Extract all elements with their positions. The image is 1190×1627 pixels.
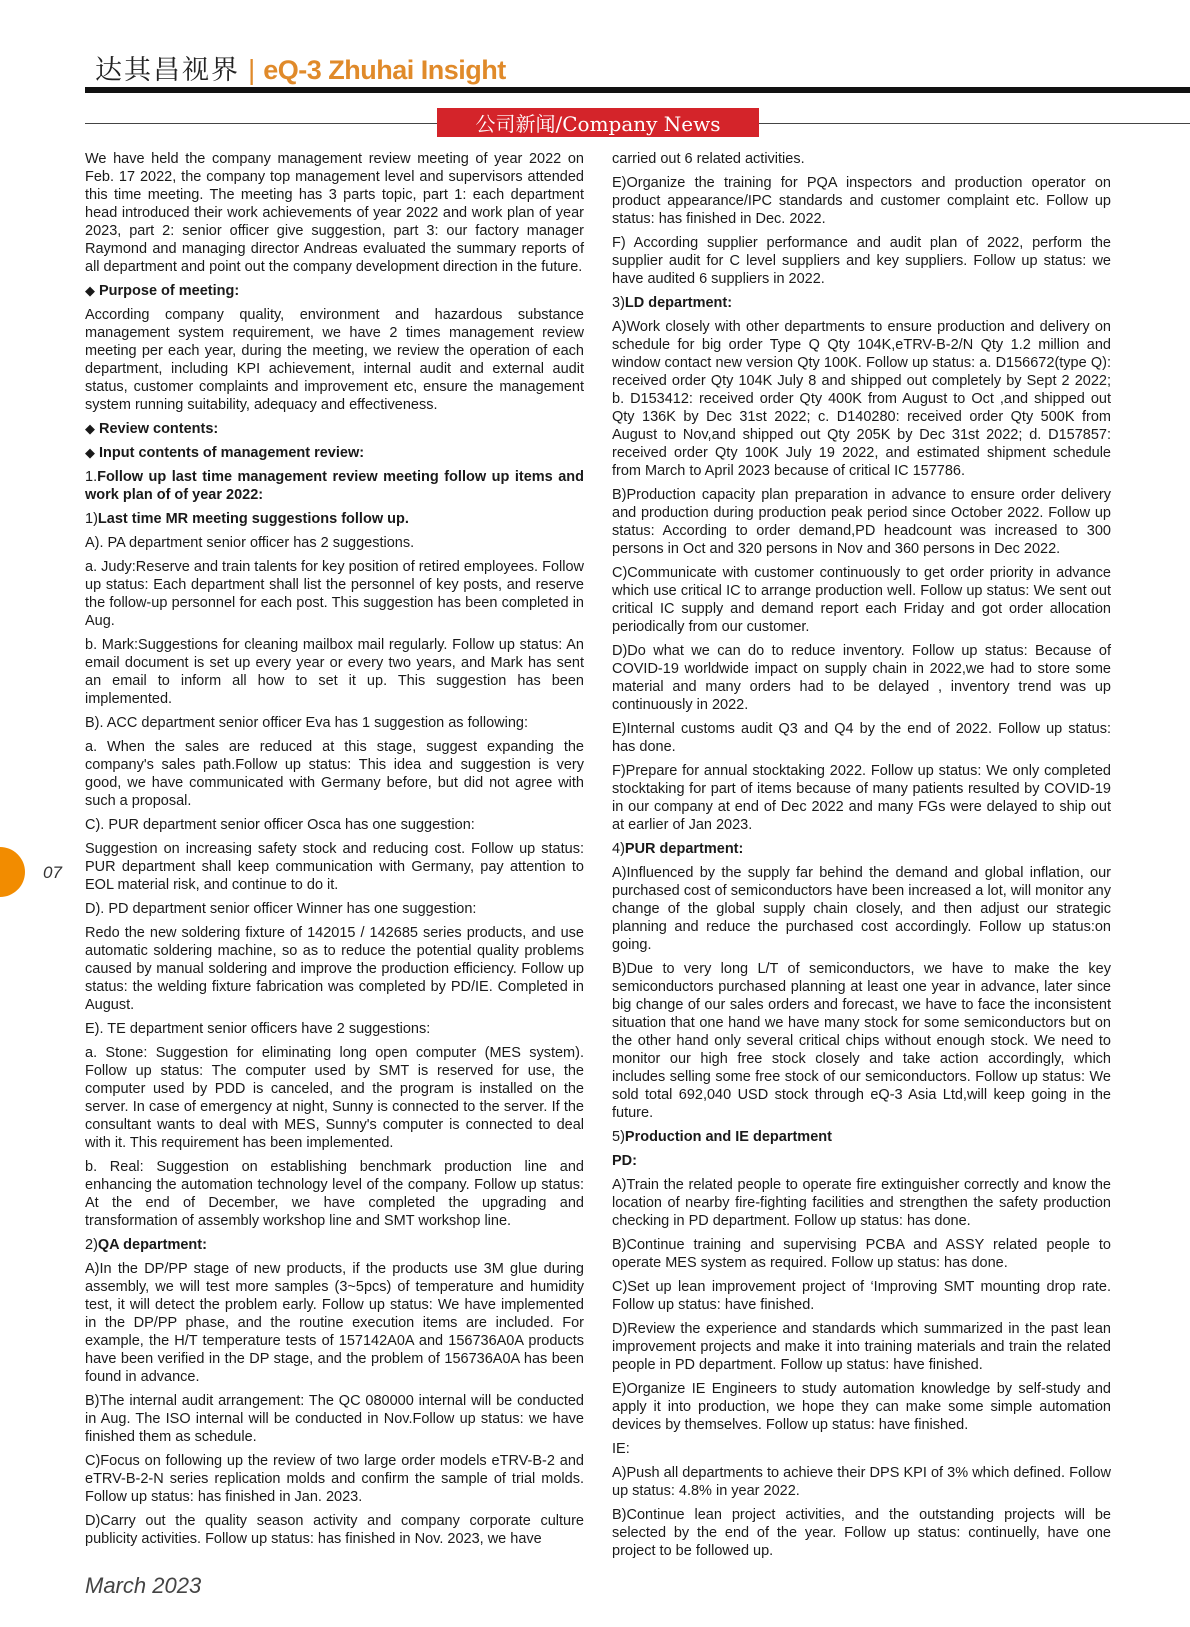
heading-production-ie: 5)Production and IE department: [612, 1129, 832, 1145]
pur-item-a: A)Influenced by the supply far behind the demand and global inflation, our purchased cost of semiconductors have been increased a lot, will monitor any change of the global supply chain closely, and then adjust our strategic planning and reduce the purchased cost accordingly. Follow up status:on going.: [612, 865, 1111, 953]
pd-item-d: D)Review the experience and standards which summarized in the past lean improvement projects and make it into training materials and train the related people in PD department. Follow up status: have finished.: [612, 1321, 1111, 1373]
left-column: [85, 150, 584, 1554]
qa-item-f: F) According supplier performance and audit plan of 2022, perform the supplier audit for C level suppliers and key suppliers. Follow up status: we have audited 6 suppliers in 2022.: [612, 235, 1111, 287]
heading-mr-suggestions: 1)Last time MR meeting suggestions follow up.: [85, 511, 409, 527]
pd-item-b: B)Continue training and supervising PCBA and ASSY related people to operate MES system as required. Follow up status: has done.: [612, 1237, 1111, 1271]
heading-purpose: ◆ Purpose of meeting:: [85, 283, 240, 299]
ie-item-a: A)Push all departments to achieve their DPS KPI of 3% which defined. Follow up status: 4.8% in year 2022.: [612, 1465, 1111, 1499]
pa-suggestions: A). PA department senior officer has 2 suggestions.: [85, 535, 415, 551]
pur-suggestion-text: Suggestion on increasing safety stock and reducing cost. Follow up status: PUR department shall keep communication with Germany, pay attention to EOL material risk, and continue to do it.: [85, 841, 584, 893]
right-column: [612, 150, 1111, 1566]
te-suggestions: E). TE department senior officers have 2 suggestions:: [85, 1021, 431, 1037]
heading-ie: IE:: [612, 1441, 630, 1457]
ie-item-b: B)Continue lean project activities, and the outstanding projects will be selected by the end of the year. Follow up status: continuelly, have one project to be followed up.: [612, 1507, 1111, 1559]
pa-suggestion-a: a. Judy:Reserve and train talents for key position of retired employees. Follow up status: Each department shall list the personnel of key posts, and reserve the follow-up personnel for each post. This suggestion has been completed in Aug.: [85, 559, 584, 629]
qa-item-c: C)Focus on following up the review of two large order models eTRV-B-2 and eTRV-B-2-N series replication molds and confirm the sample of trial molds. Follow up status: has finished in Jan. 2023.: [85, 1453, 584, 1505]
ld-item-f: F)Prepare for annual stocktaking 2022. Follow up status: We only completed stocktaking for part of items because of many patients resulted by COVID-19 in our company at end of Dec 2022 and many FGs were delayed to ship out at earlier of Jan 2023.: [612, 763, 1111, 833]
te-suggestion-b: b. Real: Suggestion on establishing benchmark production line and enhancing the automation technology level of the company. Follow up status: At the end of December, we have completed the upgrading and transformation of assembly workshop line and SMT workshop line.: [85, 1159, 584, 1229]
acc-suggestions: B). ACC department senior officer Eva has 1 suggestion as following:: [85, 715, 529, 731]
masthead: [95, 48, 506, 88]
diamond-bullet-icon: ◆: [85, 421, 95, 436]
issue-date: March 2023: [85, 1573, 202, 1598]
section-banner: 公司新闻/Company News: [437, 108, 759, 137]
qa-item-b: B)The internal audit arrangement: The QC 080000 internal will be conducted in Aug. The ISO internal will be conducted in Nov.Follow up status: we have finished them as schedule.: [85, 1393, 584, 1445]
ld-item-e: E)Internal customs audit Q3 and Q4 by the end of 2022. Follow up status: has done.: [612, 721, 1111, 755]
te-suggestion-a: a. Stone: Suggestion for eliminating long open computer (MES system). Follow up status: The computer used by SMT is reserved for use, the computer used by PDD is canceled, and the program is installed on the server. In case of emergency at night, Sunny is connected to the server. If the consultant wants to deal with MES, Sunny's computer is connected to deal with it. This requirement has been implemented.: [85, 1045, 584, 1151]
qa-item-d-cont: carried out 6 related activities.: [612, 151, 805, 167]
ld-item-a: A)Work closely with other departments to ensure production and delivery on schedule for big order Type Q Qty 104K,eTRV-B-2/N Qty 1.2 million and window contact new version Qty 100K. Follow up status: a. D156672(type Q): received order Qty 104K July 8 and shipped out completely by Sept 2 2022; b. D153412: received order Qty 400K from August to Oct ,and shipped out Qty 136K by Dec 31st 2022; c. D140280: received order Qty 500K from August to Nov,and shipped out Qty 205K by Dec 31st 2022; d. D157857: received order Qty 100K July 19 2022, and estimated shipment schedule from March to April 2023 because of critical IC 157786.: [612, 319, 1111, 479]
header-rule: [85, 87, 1190, 93]
masthead-chinese-title: 达其昌视界: [95, 55, 240, 86]
page-number: 07: [43, 863, 62, 882]
pd-suggestion-text: Redo the new soldering fixture of 142015 / 142685 series products, and use automatic soldering machine, so as to reduce the potential quality problems caused by manual soldering and improve the production efficiency. Follow up status: the welding fixture fabrication was completed by PD/IE. Completed in August.: [85, 925, 584, 1013]
qa-item-e: E)Organize the training for PQA inspectors and production operator on product appearance/IPC standards and customer complaint etc. Follow up status: has finished in Dec. 2022.: [612, 175, 1111, 227]
pd-suggestions: D). PD department senior officer Winner has one suggestion:: [85, 901, 477, 917]
pd-item-a: A)Train the related people to operate fire extinguisher correctly and know the location of nearby fire-fighting facilities and strengthen the safety production checking in PD department. Follow up status: has done.: [612, 1177, 1111, 1229]
purpose-paragraph: According company quality, environment and hazardous substance management system requirement, we have 2 times management review meeting per each year, during the meeting, we review the operation of each department, including KPI achievement, internal audit and external audit status, customer complaints and improvement etc, ensure the management system running suitability, adequacy and effectiveness.: [85, 307, 584, 413]
heading-review-contents: ◆ Review contents:: [85, 421, 219, 437]
intro-paragraph: We have held the company management review meeting of year 2022 on Feb. 17 2022, the company top management level and supervisors attended this time meeting. The meeting has 3 parts topic, part 1: each department head introduced their work achievements of year 2022 and work plan of year 2023, part 2: senior officer give suggestion, part 3: our factory manager Raymond and managing director Andreas evaluated the summary reports of all department and point out the company development direction in the future.: [85, 151, 584, 275]
heading-pur: 4)PUR department:: [612, 841, 744, 857]
masthead-separator: |: [248, 54, 256, 85]
pur-suggestions: C). PUR department senior officer Osca has one suggestion:: [85, 817, 475, 833]
page-tab-marker: [0, 847, 25, 897]
heading-input-contents: ◆ Input contents of management review:: [85, 445, 365, 461]
ld-item-d: D)Do what we can do to reduce inventory. Follow up status: Because of COVID-19 worldwide impact on supply chain in 2022,we had to store some material and many orders had to be delayed , inventory trend was up continuously in 2022.: [612, 643, 1111, 713]
pa-suggestion-b: b. Mark:Suggestions for cleaning mailbox mail regularly. Follow up status: An email document is set up every year or every two years, and Mark has sent an email to inform all how to set it up. This suggestion has been implemented.: [85, 637, 584, 707]
pd-item-e: E)Organize IE Engineers to study automation knowledge by self-study and apply it into production, we hope they can make some simple automation devices by themselves. Follow up status: have finished.: [612, 1381, 1111, 1433]
acc-suggestion-a: a. When the sales are reduced at this stage, suggest expanding the company's sales path.Follow up status: This idea and suggestion is very good, we have communicated with Germany before, but did not agree with such a proposal.: [85, 739, 584, 809]
heading-follow-up: 1.Follow up last time management review meeting follow up items and work plan of of year 2022:: [85, 469, 584, 503]
heading-ld: 3)LD department:: [612, 295, 733, 311]
pd-item-c: C)Set up lean improvement project of ‘Improving SMT mounting drop rate. Follow up status: have finished.: [612, 1279, 1111, 1313]
qa-item-d: D)Carry out the quality season activity and company corporate culture publicity activities. Follow up status: has finished in Nov. 2023, we have: [85, 1513, 584, 1547]
ld-item-c: C)Communicate with customer continuously to get order priority in advance which use critical IC to arrange production well. Follow up status: We sent out critical IC supply and demand report each Friday and got order allocation periodically from our customer.: [612, 565, 1111, 635]
masthead-english-title: eQ-3 Zhuhai Insight: [263, 55, 506, 85]
pur-item-b: B)Due to very long L/T of semiconductors, we have to make the key semiconductors purchased planning at least one year in advance, later since big change of our sales orders and forecast, we have to face the inconsistent situation that one hand we have many stock for some semiconductors but on the other hand only several critical chips without enough stock. We need to monitor our high free stock closely and take action accordingly, which includes selling some free stock of our semiconductors. Follow up status: We sold total 692,040 USD stock through eQ-3 Asia Ltd,will keep going in the future.: [612, 961, 1111, 1121]
heading-pd: PD:: [612, 1153, 637, 1169]
diamond-bullet-icon: ◆: [85, 445, 95, 460]
heading-qa: 2)QA department:: [85, 1237, 207, 1253]
diamond-bullet-icon: ◆: [85, 283, 95, 298]
ld-item-b: B)Production capacity plan preparation in advance to ensure order delivery and production during production peak period since October 2022. Follow up status: According to order demand,PD headcount was increased to 300 persons in Oct and 320 persons in Nov and 360 persons in Dec 2022.: [612, 487, 1111, 557]
qa-item-a: A)In the DP/PP stage of new products, if the products use 3M glue during assembly, we will test more samples (3~5pcs) of temperature and humidity test, it will detect the problem early. Follow up status: We have implemented in the DP/PP phase, and the routine execution items are included. For example, the H/T temperature tests of 157142A0A and 156736A0A products have been verified in the DP stage, and the problem of 156736A0A has been found in advance.: [85, 1261, 584, 1385]
